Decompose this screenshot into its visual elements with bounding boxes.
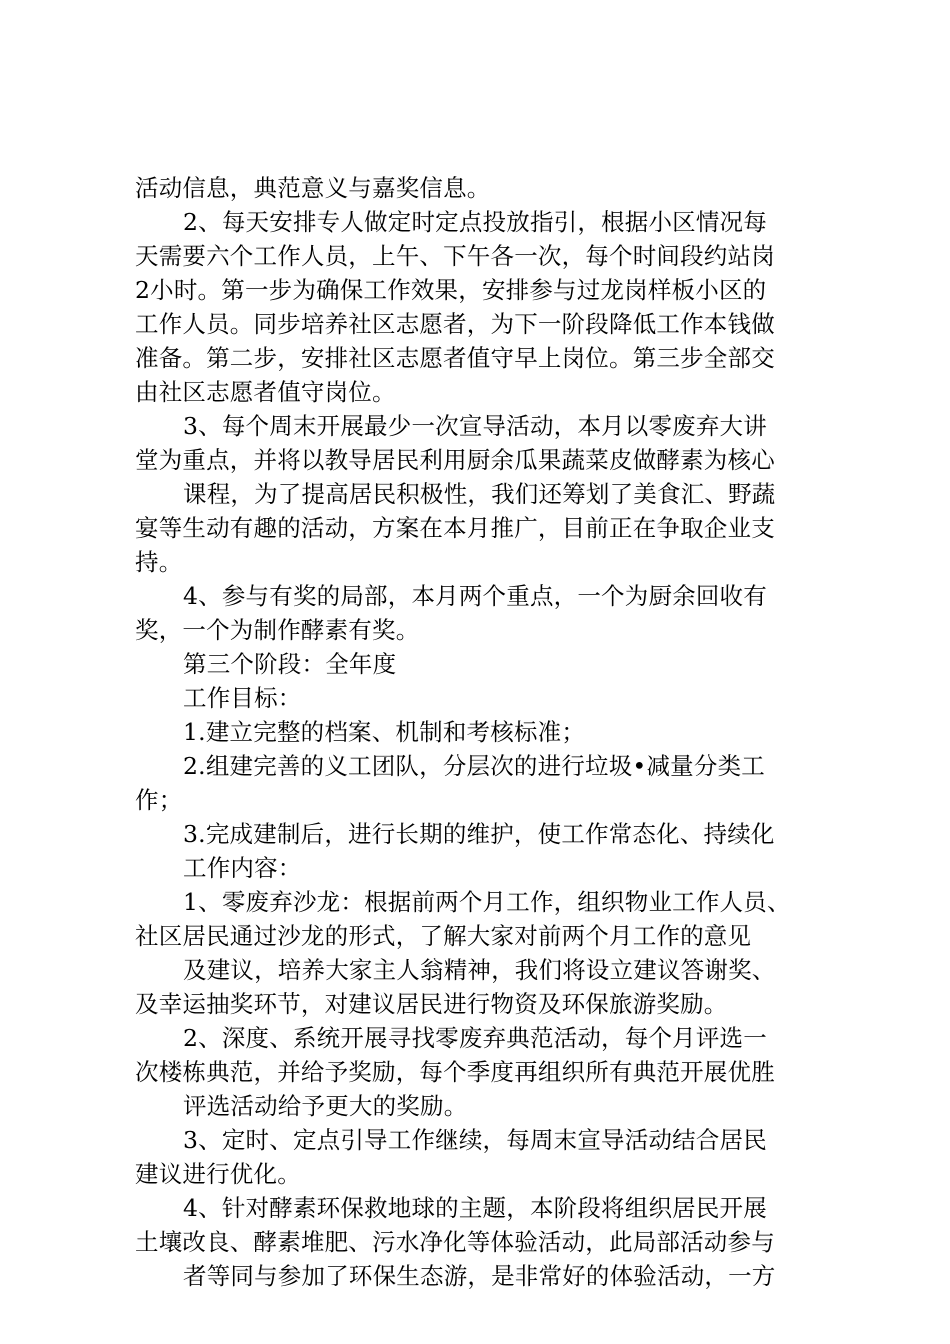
text-line: 宴等生动有趣的活动，方案在本月推广，目前正在争取企业支	[135, 514, 775, 542]
text-line: 4、针对酵素环保救地球的主题，本阶段将组织居民开展	[183, 1194, 767, 1222]
text-line: 堂为重点，并将以教导居民利用厨余瓜果蔬菜皮做酵素为核心	[135, 446, 775, 474]
text-line: 2、每天安排专人做定时定点投放指引，根据小区情况每	[183, 208, 767, 236]
text-line: 工作人员。同步培养社区志愿者，为下一阶段降低工作本钱做	[135, 310, 775, 338]
text-line: 持。	[135, 548, 183, 576]
text-line: 4、参与有奖的局部，本月两个重点，一个为厨余回收有	[183, 582, 767, 610]
text-line: 建议进行优化。	[135, 1160, 301, 1188]
text-line: 1、零废弃沙龙：根据前两个月工作，组织物业工作人员、	[183, 888, 791, 916]
text-line: 3.完成建制后，进行长期的维护，使工作常态化、持续化	[183, 820, 775, 848]
text-line: 3、定时、定点引导工作继续，每周末宣导活动结合居民	[183, 1126, 767, 1154]
text-line: 2小时。第一步为确保工作效果，安排参与过龙岗样板小区的	[135, 276, 767, 304]
text-line: 准备。第二步，安排社区志愿者值守早上岗位。第三步全部交	[135, 344, 775, 372]
text-line: 土壤改良、酵素堆肥、污水净化等体验活动，此局部活动参与	[135, 1228, 775, 1256]
text-line: 2、深度、系统开展寻找零废弃典范活动，每个月评选一	[183, 1024, 767, 1052]
text-line: 及幸运抽奖环节，对建议居民进行物资及环保旅游奖励。	[135, 990, 728, 1018]
text-line: 次楼栋典范，并给予奖励，每个季度再组织所有典范开展优胜	[135, 1058, 775, 1086]
text-line: 及建议，培养大家主人翁精神，我们将设立建议答谢奖、	[183, 956, 776, 984]
subsection-heading: 工作内容：	[183, 854, 302, 882]
text-line: 课程，为了提高居民积极性，我们还筹划了美食汇、野蔬	[183, 480, 776, 508]
text-line: 2.组建完善的义工团队，分层次的进行垃圾•减量分类工	[183, 752, 765, 780]
section-heading: 第三个阶段：全年度	[183, 650, 397, 678]
text-line: 天需要六个工作人员，上午、下午各一次，每个时间段约站岗	[135, 242, 775, 270]
text-line: 者等同与参加了环保生态游，是非常好的体验活动，一方	[183, 1262, 776, 1290]
text-line: 评选活动给予更大的奖励。	[183, 1092, 468, 1120]
text-line: 活动信息，典范意义与嘉奖信息。	[135, 174, 491, 202]
text-line: 社区居民通过沙龙的形式，了解大家对前两个月工作的意见	[135, 922, 752, 950]
text-line: 3、每个周末开展最少一次宣导活动，本月以零废弃大讲	[183, 412, 767, 440]
text-line: 由社区志愿者值守岗位。	[135, 378, 396, 406]
text-line: 1.建立完整的档案、机制和考核标准；	[183, 718, 586, 746]
subsection-heading: 工作目标：	[183, 684, 302, 712]
text-line: 作；	[135, 786, 183, 814]
text-line: 奖，一个为制作酵素有奖。	[135, 616, 420, 644]
